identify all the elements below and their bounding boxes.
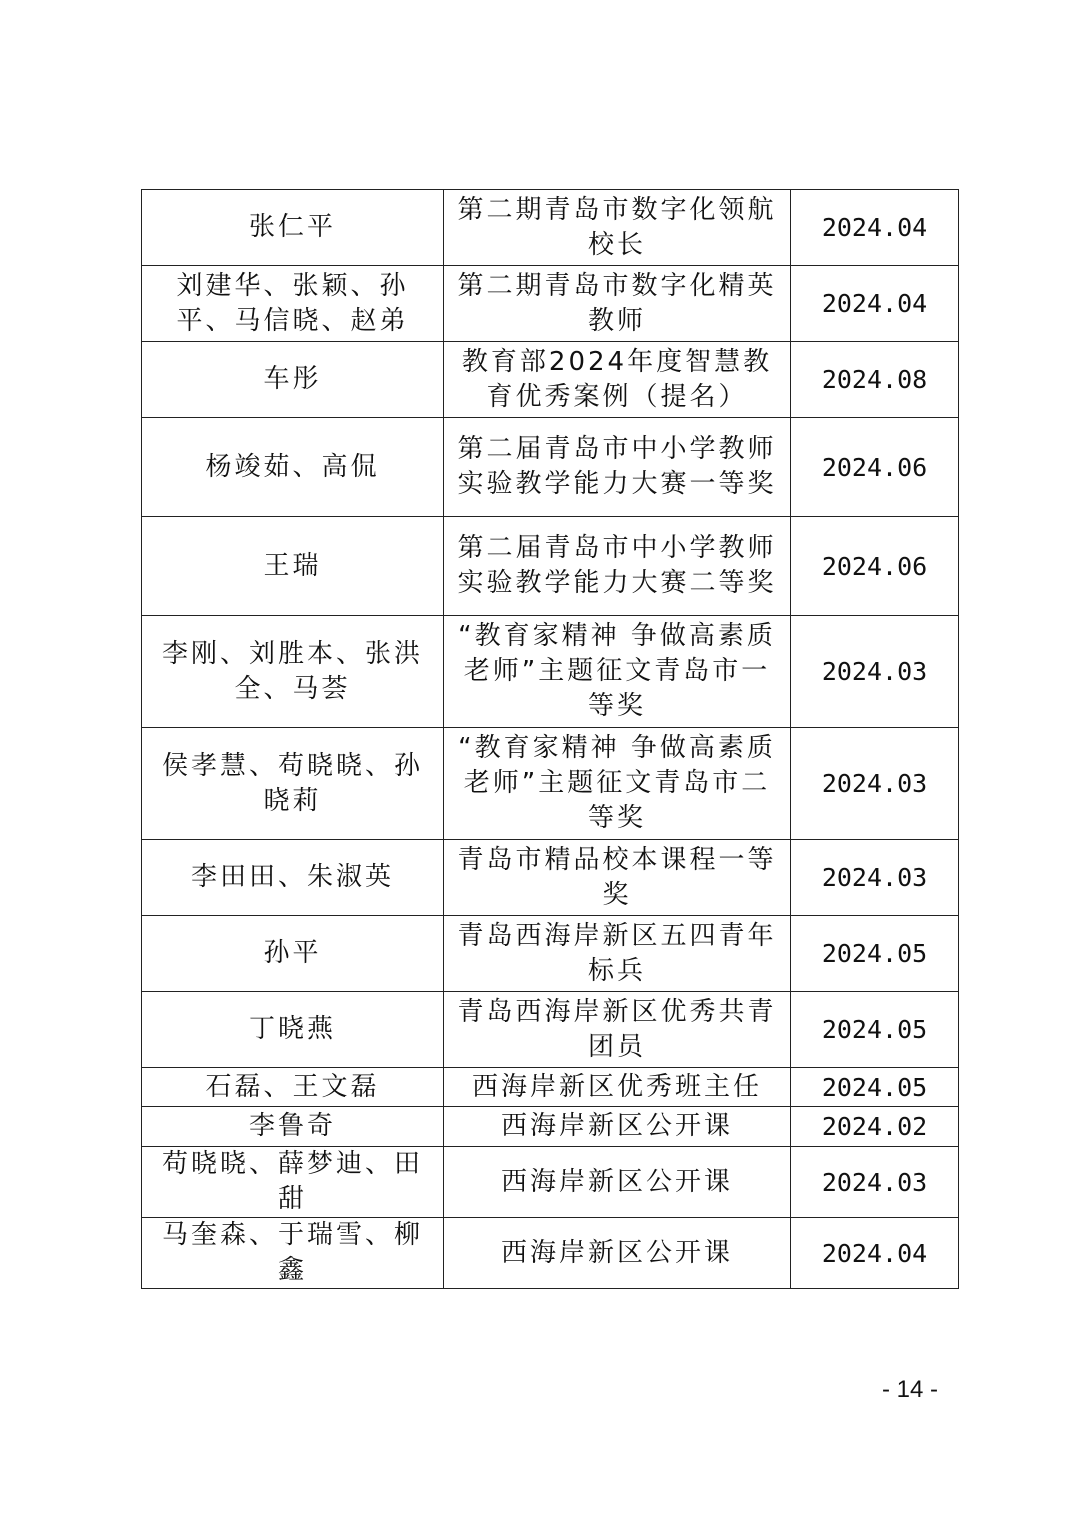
awards-table	[141, 189, 959, 1289]
table-row	[142, 616, 959, 728]
page-number: - 14 -	[881, 1376, 938, 1403]
date-cell: 2024.05	[791, 1068, 959, 1107]
award-cell: 西海岸新区公开课	[444, 1218, 791, 1289]
name-cell: 石磊、王文磊	[142, 1068, 444, 1107]
date-cell: 2024.02	[791, 1107, 959, 1147]
date-cell: 2024.06	[791, 418, 959, 517]
award-cell: 第二届青岛市中小学教师实验教学能力大赛二等奖	[444, 517, 791, 616]
date-cell: 2024.04	[791, 1218, 959, 1289]
name-cell: 刘建华、张颖、孙平、马信晓、赵弟	[142, 266, 444, 342]
table-row	[142, 418, 959, 517]
date-cell: 2024.03	[791, 616, 959, 728]
name-cell: 李田田、朱淑英	[142, 840, 444, 916]
name-cell: 李刚、刘胜本、张洪全、马荟	[142, 616, 444, 728]
table-row	[142, 190, 959, 266]
table-row	[142, 1147, 959, 1218]
date-cell: 2024.03	[791, 840, 959, 916]
name-cell: 杨竣茹、高侃	[142, 418, 444, 517]
table-row	[142, 1107, 959, 1147]
date-cell: 2024.06	[791, 517, 959, 616]
table-row	[142, 517, 959, 616]
award-cell: 青岛市精品校本课程一等奖	[444, 840, 791, 916]
award-cell: 第二届青岛市中小学教师实验教学能力大赛一等奖	[444, 418, 791, 517]
name-cell: 车彤	[142, 342, 444, 418]
award-cell: 第二期青岛市数字化领航校长	[444, 190, 791, 266]
name-cell: 马奎森、于瑞雪、柳鑫	[142, 1218, 444, 1289]
table-row	[142, 1218, 959, 1289]
table-row	[142, 266, 959, 342]
table-row	[142, 1068, 959, 1107]
table-row	[142, 728, 959, 840]
date-cell: 2024.05	[791, 916, 959, 992]
award-cell: “教育家精神 争做高素质老师”主题征文青岛市二等奖	[444, 728, 791, 840]
name-cell: 侯孝慧、苟晓晓、孙晓莉	[142, 728, 444, 840]
award-cell: 第二期青岛市数字化精英教师	[444, 266, 791, 342]
name-cell: 孙平	[142, 916, 444, 992]
award-cell: 青岛西海岸新区五四青年标兵	[444, 916, 791, 992]
date-cell: 2024.08	[791, 342, 959, 418]
name-cell: 苟晓晓、薛梦迪、田甜	[142, 1147, 444, 1218]
award-cell: 青岛西海岸新区优秀共青团员	[444, 992, 791, 1068]
table-row	[142, 916, 959, 992]
name-cell: 张仁平	[142, 190, 444, 266]
table-row	[142, 840, 959, 916]
award-cell: 教育部2024年度智慧教育优秀案例（提名）	[444, 342, 791, 418]
table-row	[142, 992, 959, 1068]
award-cell: “教育家精神 争做高素质老师”主题征文青岛市一等奖	[444, 616, 791, 728]
date-cell: 2024.05	[791, 992, 959, 1068]
name-cell: 丁晓燕	[142, 992, 444, 1068]
award-cell: 西海岸新区公开课	[444, 1107, 791, 1147]
name-cell: 王瑞	[142, 517, 444, 616]
date-cell: 2024.03	[791, 728, 959, 840]
award-cell: 西海岸新区优秀班主任	[444, 1068, 791, 1107]
name-cell: 李鲁奇	[142, 1107, 444, 1147]
date-cell: 2024.03	[791, 1147, 959, 1218]
award-cell: 西海岸新区公开课	[444, 1147, 791, 1218]
date-cell: 2024.04	[791, 190, 959, 266]
date-cell: 2024.04	[791, 266, 959, 342]
table-row	[142, 342, 959, 418]
